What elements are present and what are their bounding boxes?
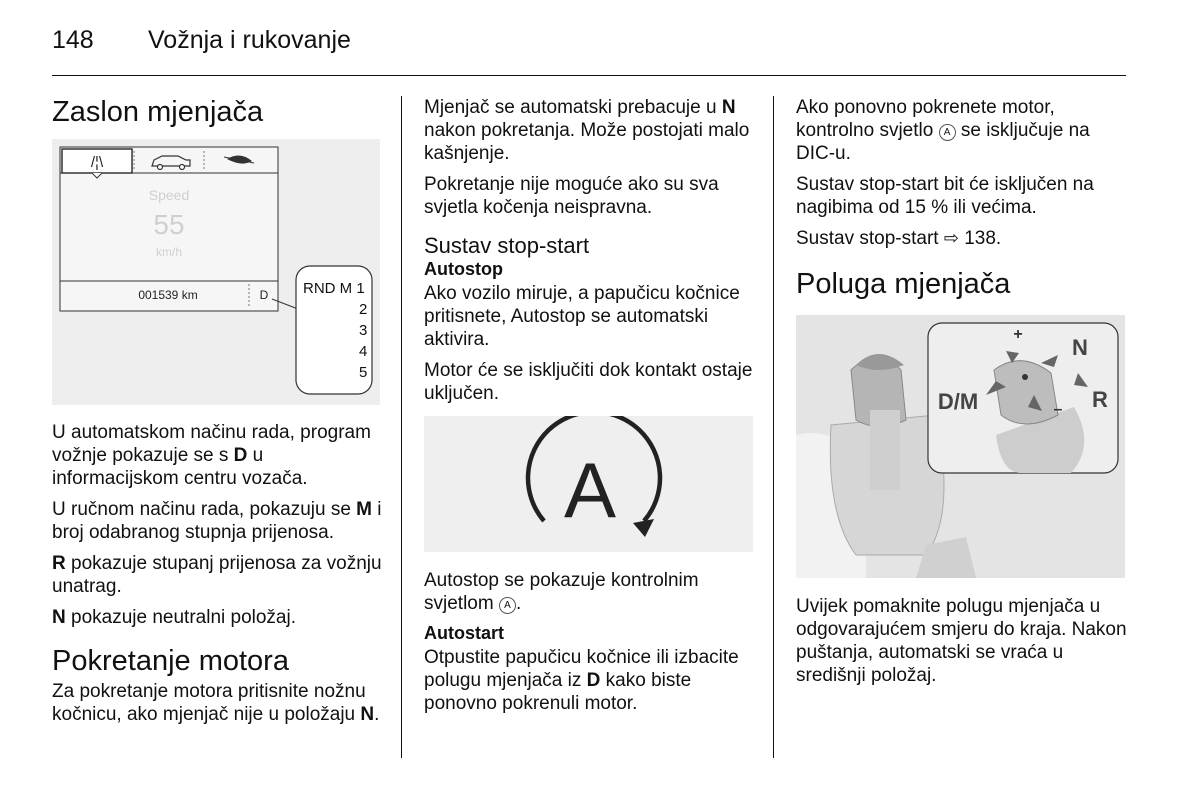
left-column-text xyxy=(52,421,387,734)
shifter-minus-label: – xyxy=(1053,401,1063,418)
shifter-plus-label: + xyxy=(1013,326,1023,343)
paragraph-autostart: Otpustite papučicu kočnice ili izbacite polugu mjenjača iz D kako biste ponovno pokrenuli motor. xyxy=(424,647,739,714)
paragraph-engine-start: Za pokretanje motora pritisnite nožnu kočnicu, ako mjenjač nije u položaju N. xyxy=(52,681,380,725)
column-divider-1 xyxy=(401,96,402,758)
paragraph-autostop: Ako vozilo miruje, a papučicu kočnice pritisnete, Autostop se automatski aktivira. xyxy=(424,283,740,350)
shifter-dm-label: D/M xyxy=(937,389,979,414)
autostop-indicator-icon: A xyxy=(499,597,516,614)
paragraph-automatic-mode: U automatskom načinu rada, program vožnje pokazuje se s D u informacijskom centru vozača. xyxy=(52,422,371,489)
paragraph-neutral: N pokazuje neutralni položaj. xyxy=(52,607,296,628)
gear-lever-svg xyxy=(796,315,1125,578)
middle-column-lower xyxy=(424,569,759,723)
gear-indicator: D xyxy=(259,288,269,302)
callout-gear-3: 3 xyxy=(359,322,368,339)
speed-unit: km/h xyxy=(155,245,183,259)
heading-autostart: Autostart xyxy=(424,623,504,643)
right-column-lower xyxy=(796,595,1131,695)
paragraph-incline: Sustav stop-start bit će isključen na nagibima od 15 % ili većima. xyxy=(796,174,1094,218)
autostop-letter: A xyxy=(563,446,617,534)
paragraph-move-lever: Uvijek pomaknite polugu mjenjača u odgovarajućem smjeru do kraja. Nakon puštanja, automatski se vraća u središnji položaj. xyxy=(796,596,1127,686)
odometer-reading: 001539 km xyxy=(138,288,198,302)
paragraph-brake-lights: Pokretanje nije moguće ako su sva svjetla kočenja neispravna. xyxy=(424,174,719,218)
cluster-display-svg xyxy=(52,139,380,405)
autostop-icon xyxy=(424,416,753,552)
section-title-gear-lever: Poluga mjenjača xyxy=(796,268,1011,300)
page-reference-arrow-icon: ⇨ xyxy=(943,228,959,248)
section-title-engine-start: Pokretanje motora xyxy=(52,645,289,677)
paragraph-manual-mode: U ručnom načinu rada, pokazuju se M i broj odabranog stupnja prijenosa. xyxy=(52,499,382,543)
paragraph-reverse: R pokazuje stupanj prijenosa za vožnju unatrag. xyxy=(52,553,382,597)
autostop-indicator-icon-2: A xyxy=(939,124,956,141)
paragraph-engine-off: Motor će se isključiti dok kontakt ostaje uključen. xyxy=(424,360,753,404)
gear-lever-illustration xyxy=(796,315,1125,578)
autostop-symbol-illustration xyxy=(424,416,753,552)
speed-label: Speed xyxy=(148,187,190,203)
subsection-title-stop-start: Sustav stop-start xyxy=(424,233,590,258)
paragraph-autostop-indicator: Autostop se pokazuje kontrolnim svjetlom A . xyxy=(424,570,699,614)
callout-gear-4: 4 xyxy=(359,343,368,360)
heading-autostop: Autostop xyxy=(424,259,503,279)
paragraph-auto-neutral: Mjenjač se automatski prebacuje u N nakon pokretanja. Može postojati malo kašnjenje. xyxy=(424,97,750,164)
chapter-title: Vožnja i rukovanje xyxy=(148,26,351,54)
speed-value: 55 xyxy=(153,209,185,240)
road-icon: /¦\ xyxy=(90,154,104,171)
right-column xyxy=(796,96,1131,301)
callout-gear-sequence: RND M 1 xyxy=(303,280,365,297)
callout-gear-5: 5 xyxy=(359,364,368,381)
paragraph-page-reference: Sustav stop-start ⇨ 138. xyxy=(796,228,1002,249)
page-number: 148 xyxy=(52,26,94,54)
shifter-n-label: N xyxy=(1072,335,1088,360)
callout-gear-2: 2 xyxy=(359,301,368,318)
paragraph-restart-light: Ako ponovno pokrenete motor, kontrolno svjetlo A se isključuje na DIC-u. xyxy=(796,97,1090,164)
column-divider-2 xyxy=(773,96,774,758)
left-column xyxy=(52,96,382,129)
section-title-transmission-display: Zaslon mjenjača xyxy=(52,96,264,128)
transmission-display-illustration xyxy=(52,139,380,405)
middle-column xyxy=(424,96,759,413)
shifter-r-label: R xyxy=(1092,387,1108,412)
header-rule xyxy=(52,75,1126,76)
